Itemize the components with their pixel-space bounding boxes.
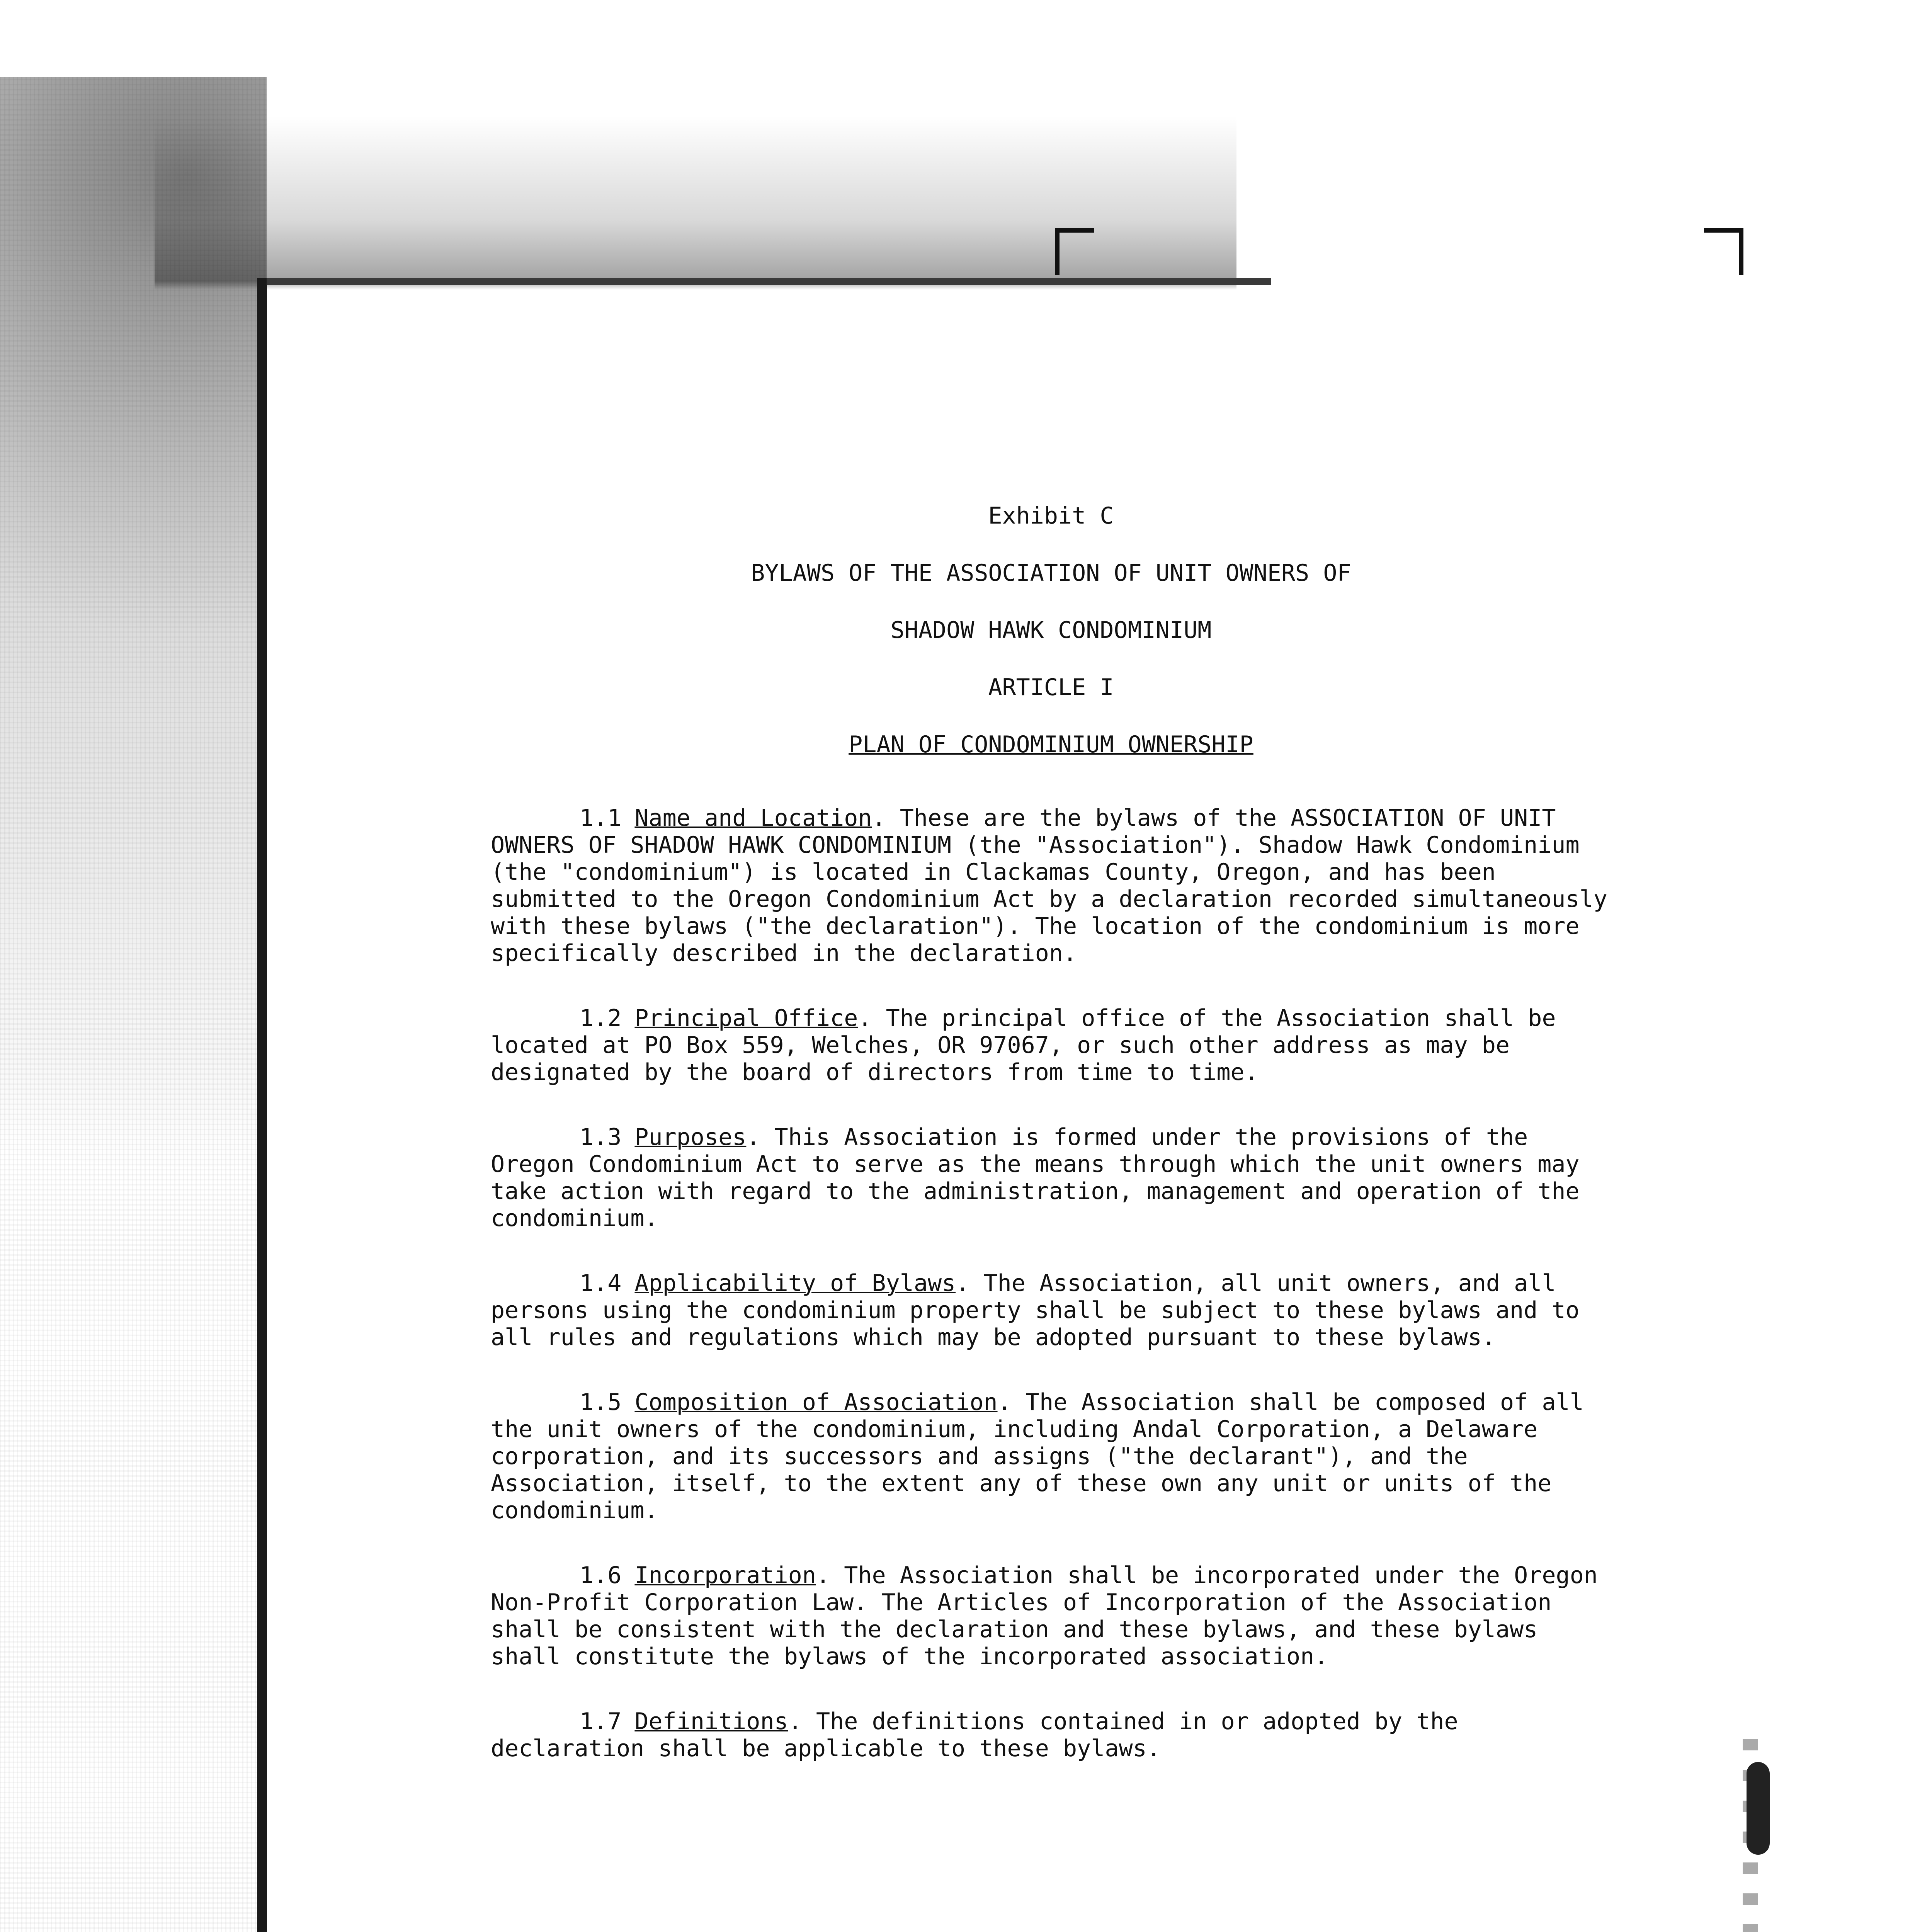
section-number: 1.3 — [580, 1124, 622, 1151]
section-title: Name and Location — [634, 804, 872, 832]
page-edge-left — [257, 278, 267, 1932]
section-title: Purposes — [634, 1124, 747, 1151]
crop-mark-top-center — [1055, 228, 1094, 275]
section-title: Applicability of Bylaws — [634, 1270, 956, 1297]
section-number: 1.5 — [580, 1389, 622, 1416]
section-1-5 — [491, 1389, 1611, 1524]
scan-noise-left — [0, 77, 267, 1932]
section-title: Principal Office — [634, 1005, 858, 1032]
page-edge-top — [267, 278, 1271, 285]
section-number: 1.6 — [580, 1562, 622, 1589]
section-title: Composition of Association — [634, 1389, 998, 1416]
section-number: 1.4 — [580, 1270, 622, 1297]
section-number: 1.1 — [580, 804, 622, 832]
section-number: 1.2 — [580, 1005, 622, 1032]
section-1-1 — [491, 804, 1611, 967]
exhibit-label: Exhibit C — [988, 502, 1114, 529]
section-number: 1.7 — [580, 1708, 622, 1735]
section-1-3 — [491, 1124, 1611, 1232]
scan-smudge — [1747, 1762, 1770, 1855]
section-title: Definitions — [634, 1708, 788, 1735]
section-text: . This Association is formed under the provisions of the Oregon Condominium Act to serve as the means through which the unit owners may take action with regard to the administration, management and operation of the condominium. — [491, 1124, 1580, 1232]
section-text: . The principal office of the Association shall be located at PO Box 559, Welches, OR 97067, or such other address as may be designated by the board of directors from time to time. — [491, 1005, 1556, 1086]
section-text: . The Association, all unit owners, and all persons using the condominium property shall be subject to these bylaws and to all rules and regulations which may be adopted pursuant to these bylaws. — [491, 1270, 1580, 1351]
section-1-6 — [491, 1562, 1611, 1670]
article-number: ARTICLE I — [988, 674, 1114, 701]
section-text: . The definitions contained in or adopted by the declaration shall be applicable to these bylaws. — [491, 1708, 1458, 1762]
bylaws-title-line-2: SHADOW HAWK CONDOMINIUM — [890, 617, 1212, 644]
section-1-4 — [491, 1270, 1611, 1351]
article-title: PLAN OF CONDOMINIUM OWNERSHIP — [849, 731, 1253, 758]
section-text: . The Association shall be composed of all the unit owners of the condominium, including Andal Corporation, a Delaware corporation, and its successors and assigns ("the declarant"), and the Association, itself, to the extent any of these own any unit or units of the condominium. — [491, 1389, 1584, 1524]
section-title: Incorporation — [634, 1562, 816, 1589]
document-page — [491, 502, 1611, 1800]
section-1-7 — [491, 1708, 1611, 1762]
section-1-2 — [491, 1005, 1611, 1086]
bylaws-title-line-1: BYLAWS OF THE ASSOCIATION OF UNIT OWNERS OF — [751, 560, 1351, 587]
crop-mark-top-right — [1704, 228, 1743, 275]
section-text: . The Association shall be incorporated under the Oregon Non-Profit Corporation Law. The Articles of Incorporation of the Association shall be consistent with the declaration and these bylaws, and these bylaws shall constitute the bylaws of the incorporated association. — [491, 1562, 1598, 1670]
section-text: . These are the bylaws of the ASSOCIATION OF UNIT OWNERS OF SHADOW HAWK CONDOMINIUM (the "Association"). Shadow Hawk Condominium (the "condominium") is located in Clackamas County, Oregon, and has been submitted to the Oregon Condominium Act by a declaration recorded simultaneously with these bylaws ("the declaration"). The location of the condominium is more specifically described in the declaration. — [491, 804, 1607, 967]
